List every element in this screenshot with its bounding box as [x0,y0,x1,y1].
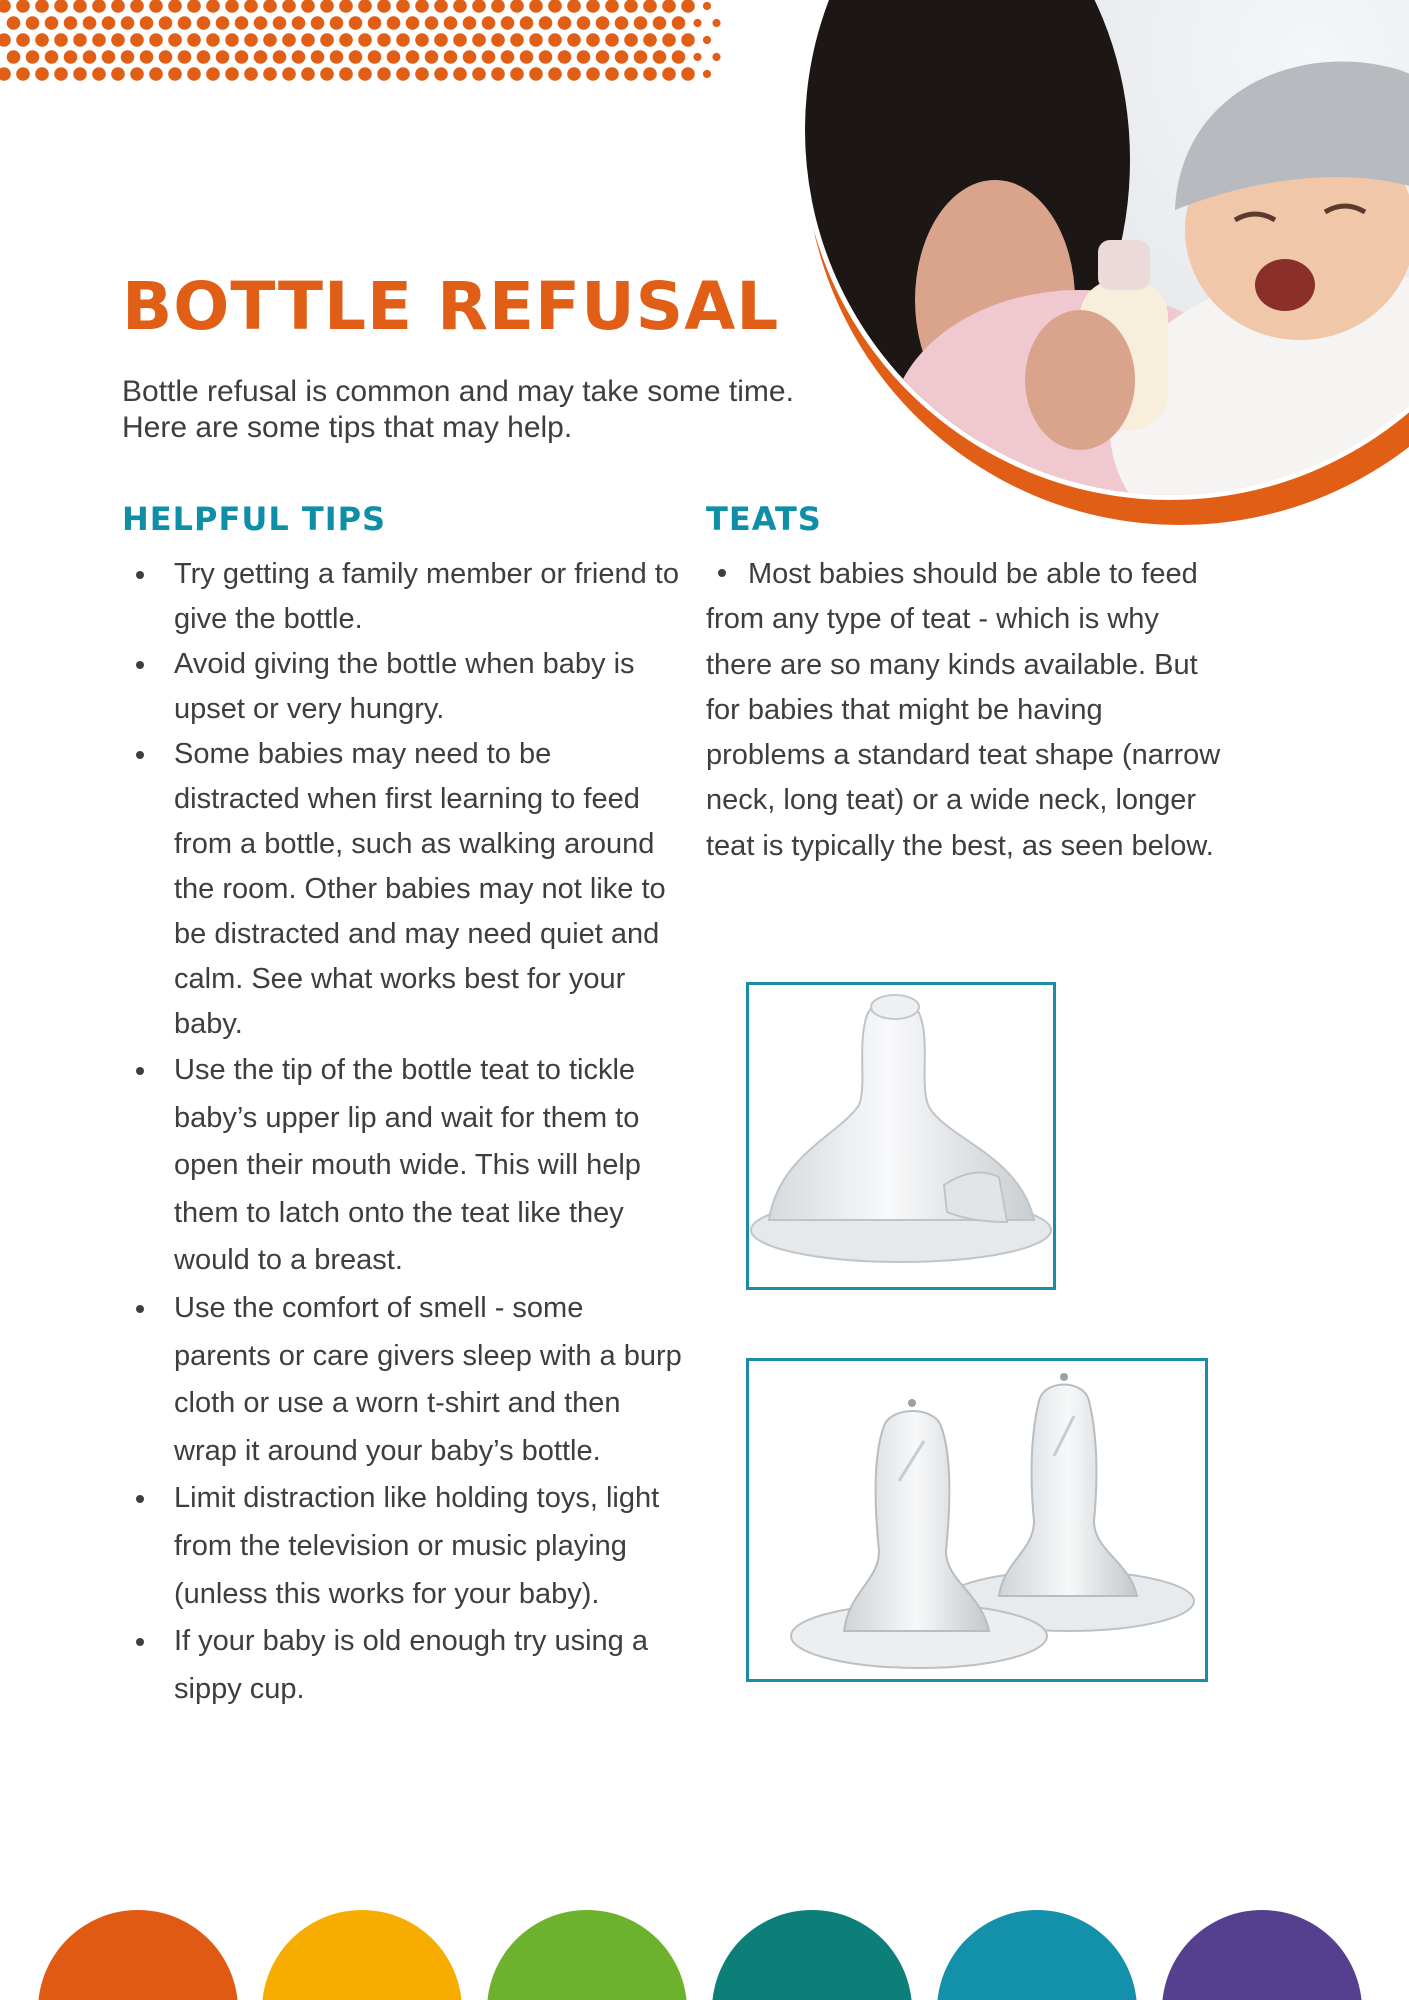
footer-circle [937,1910,1137,2000]
tip-item: Try getting a family member or friend to give the bottle. [122,552,682,642]
footer-circle [712,1910,912,2000]
footer-decoration [0,1910,1409,2000]
tip-item: If your baby is old enough try using a sippy cup. [122,1618,682,1713]
tip-item: Use the comfort of smell - some parents or care givers sleep with a burp cloth or use a worn t-shirt and then wrap it around your baby’s bottle. [122,1285,682,1475]
helpful-tips-list [122,552,682,1713]
intro-text: Bottle refusal is common and may take some time. Here are some tips that may help. [122,375,794,444]
teats-paragraph [706,552,1226,869]
teats-heading: TEATS [706,500,822,538]
tip-item: Limit distraction like holding toys, light from the television or music playing (unless this works for your baby). [122,1475,682,1618]
wide-neck-teat-image [746,982,1056,1290]
bullet-icon [718,569,726,577]
footer-circle [38,1910,238,2000]
footer-circle [262,1910,462,2000]
tip-item: Avoid giving the bottle when baby is upset or very hungry. [122,642,682,732]
footer-circle [487,1910,687,2000]
tip-item: Use the tip of the bottle teat to tickle baby’s upper lip and wait for them to open their mouth wide. This will help them to latch onto the teat like they would to a breast. [122,1047,682,1285]
page-title: BOTTLE REFUSAL [122,268,780,345]
tip-item: Some babies may need to be distracted when first learning to feed from a bottle, such as walking around the room. Other babies may not like to be distracted and may need quiet and calm. See what works best for your baby. [122,732,682,1047]
footer-circle [1162,1910,1362,2000]
decorative-dot-pattern [0,0,740,90]
standard-teat-pair-image [746,1358,1208,1682]
helpful-tips-heading: HELPFUL TIPS [122,500,387,538]
hero-photo [780,0,1409,530]
teats-text: Most babies should be able to feed from any type of teat - which is why there are so many kinds available. But for babies that might be having problems a standard teat shape (narrow neck, long teat) or a wide neck, longer teat is typically the best, as seen below. [706,558,1221,862]
